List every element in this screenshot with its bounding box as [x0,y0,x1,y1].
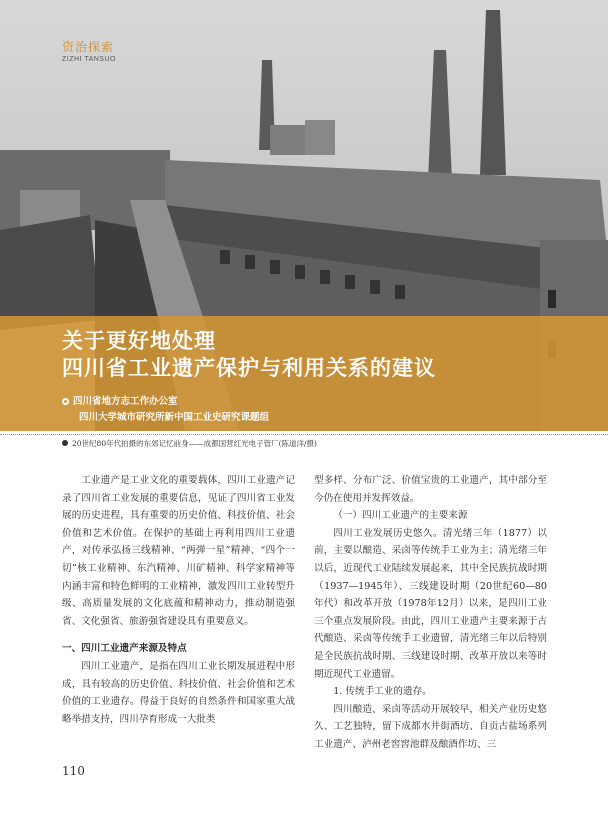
page-number: 110 [62,764,85,778]
paragraph: 四川酿造、采卤等活动开展较早，相关产业历史悠久、工艺独特，留下成都水井街酒坊、自贡古盐场系列工业遗产、泸州老窖窖池群及酿酒作坊、三 [314,703,547,750]
paragraph: 四川工业发展历史悠久。清光绪三年（1877）以前，主要以酿造、采卤等传统手工业为主；清光绪三年以后，近现代工业陆续发展起来，其中全民族抗战时期（1937—1945年）、三线建设时期（20世纪60—80年代）和改革开放（1978年12月）以来，是四川工业三个重点发展阶段。由此，四川工业遗产主要来源于古代酿造、采卤等传统手工业遗留，清光绪三年以后特别是全民族抗战时期、三线建设时期、改革开放以来等时期近现代工业遗留。 [314,527,547,680]
list-item-heading: 1. 传统手工业的遗存。 [333,686,432,698]
section-title: 资治探索 [62,40,115,54]
bullet-circle-icon [62,398,69,405]
photo-caption [62,438,317,449]
paragraph: 四川工业遗产，是指在四川工业长期发展进程中形成，具有较高的历史价值、科技价值、社会价值和艺术价值的工业遗存。得益于良好的自然条件和国家重大战略举措支持，四川孕育形成一大批类 [62,660,295,725]
intro-paragraph: 工业遗产是工业文化的重要载体，四川工业遗产记录了四川省工业发展的重要信息，见证了四川省工业发展的历史进程，具有重要的历史价值、科技价值、社会价值和艺术价值。在保护的基础上再利用四川工业遗产，对传承弘扬三线精神、“两弹一星”精神、“四个一切”核工业精神、东汽精神、川矿精神、科学家精神等内涵丰富和特色鲜明的工业精神，激发四川工业转型升级、高质量发展的文化底蕴和精神动力，推动制造强省、文化强省、旅游强省建设具有重要意义。 [62,475,295,627]
article-title-line2: 四川省工业遗产保护与利用关系的建议 [62,356,436,380]
bullet-dot-icon [62,440,68,446]
author-line2: 四川大学城市研究所新中国工业史研究课题组 [79,412,270,423]
text-column-2 [314,472,547,754]
author-name-1: 四川省地方志工作办公室 [73,396,178,407]
section-heading: 一、四川工业遗产来源及特点 [62,643,187,655]
section-tag [62,38,116,63]
text-column-1 [62,472,295,728]
author-line1 [62,393,178,407]
photo-caption-text: 20世纪80年代拍摄的东郊记忆前身——成都国营红光电子管厂(陈道洋/摄) [72,439,317,448]
article-title-line1: 关于更好地处理 [62,329,216,353]
paragraph-continued: 型多样、分布广泛、价值宝贵的工业遗产，其中部分至今仍在使用并发挥效益。 [314,475,547,504]
subsection-heading: （一）四川工业遗产的主要来源 [333,510,468,522]
divider [0,434,608,435]
section-subtitle: ZIZHI TANSUO [62,56,116,63]
